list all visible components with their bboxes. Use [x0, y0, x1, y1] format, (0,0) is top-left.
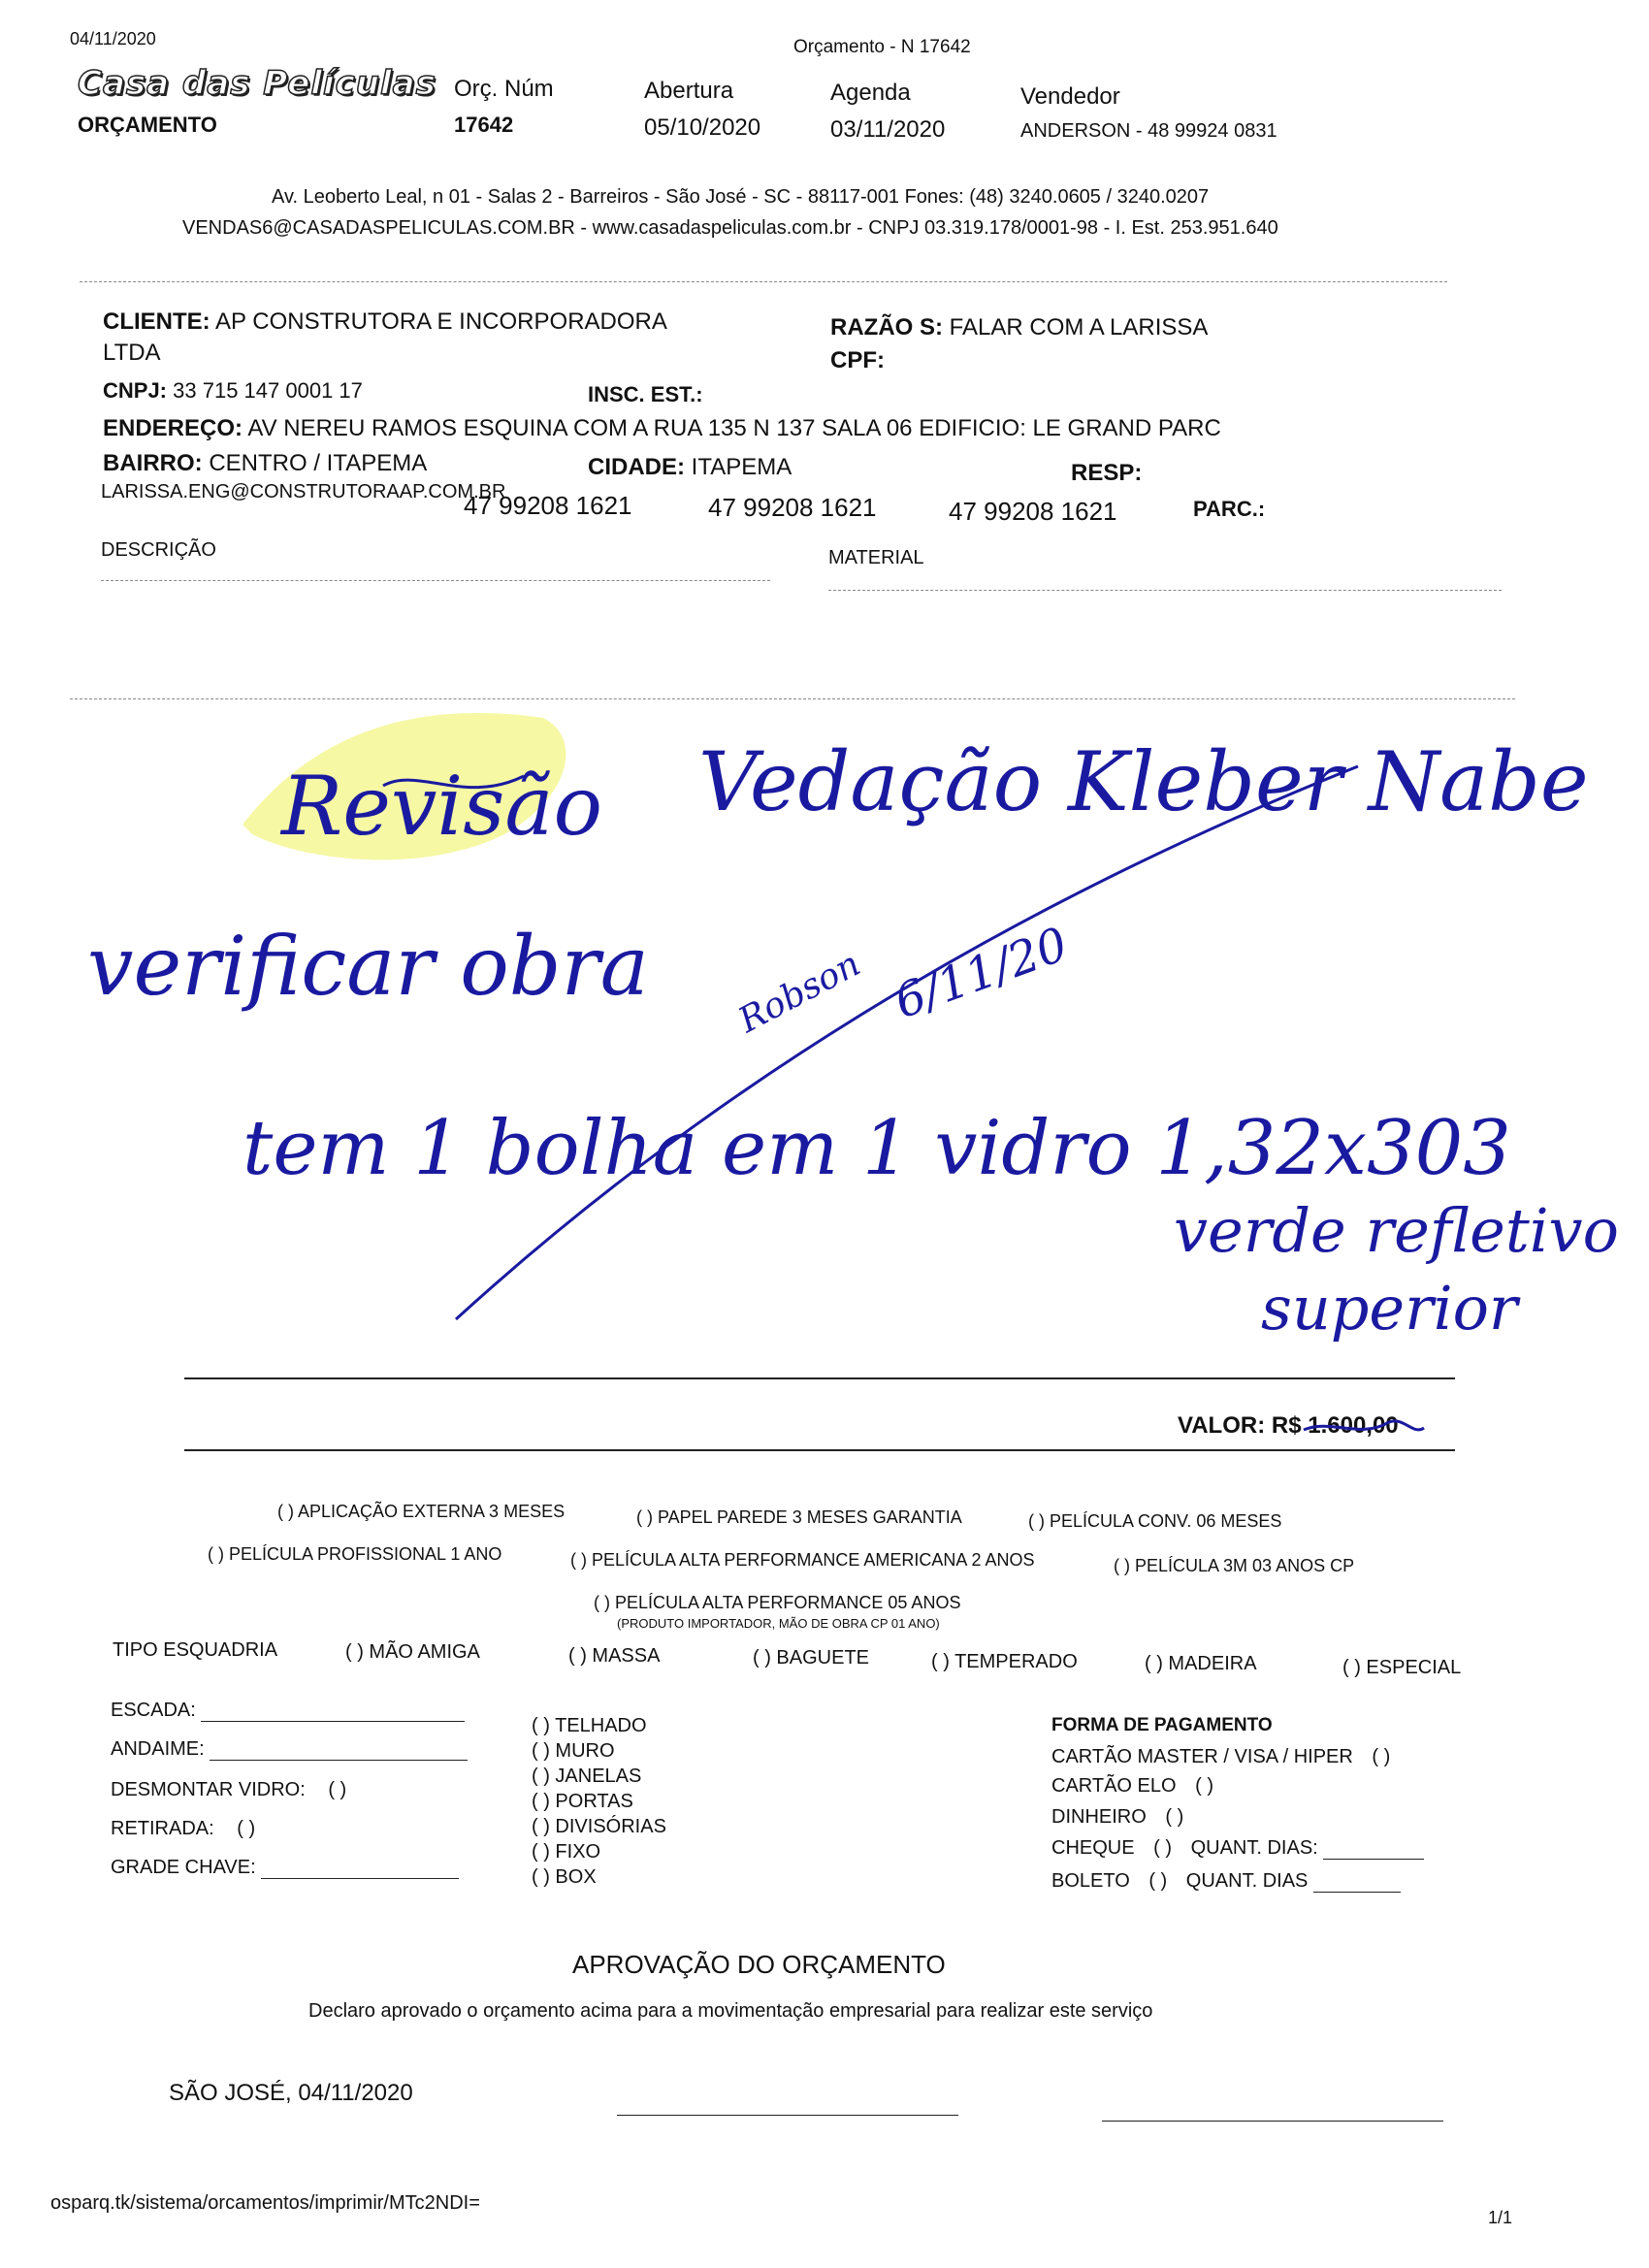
cnpj-value: 33 715 147 0001 17: [173, 378, 363, 403]
esq-especial: ( ) ESPECIAL: [1342, 1657, 1462, 1678]
pay-master-checkbox[interactable]: ( ): [1372, 1746, 1391, 1767]
cidade-value: ITAPEMA: [691, 454, 792, 480]
rule: [184, 1377, 1455, 1379]
parc-label: PARC.:: [1193, 497, 1266, 521]
razao-label: RAZÃO S:: [830, 314, 943, 340]
hand-vedacao: Vedação Kleber Nabe: [698, 734, 1589, 829]
check-divisorias[interactable]: ( ) DIVISÓRIAS: [532, 1816, 666, 1837]
client-phone-3: 47 99208 1621: [949, 497, 1117, 526]
hand-verificar: verificar obra: [87, 919, 649, 1014]
cliente-label: CLIENTE:: [103, 308, 210, 335]
esq-massa: ( ) MASSA: [568, 1645, 661, 1667]
abertura-value: 05/10/2020: [644, 114, 761, 141]
pay-cheque-quant-label: QUANT. DIAS:: [1190, 1837, 1318, 1859]
cnpj-label: CNPJ:: [103, 378, 168, 403]
esq-madeira: ( ) MADEIRA: [1145, 1653, 1257, 1674]
check-janelas[interactable]: ( ) JANELAS: [532, 1766, 642, 1787]
abertura-label: Abertura: [644, 78, 734, 104]
agenda-value: 03/11/2020: [830, 116, 946, 143]
orc-num-value: 17642: [454, 113, 514, 137]
check-fixo[interactable]: ( ) FIXO: [532, 1841, 601, 1863]
descricao-header: DESCRIÇÃO: [101, 539, 216, 561]
opt-papel: ( ) PAPEL PAREDE 3 MESES GARANTIA: [636, 1507, 962, 1527]
pay-cheque-quant-field[interactable]: [1323, 1841, 1424, 1860]
agenda-label: Agenda: [830, 80, 911, 106]
mid-checklist: [532, 1713, 666, 1890]
cidade-label: CIDADE:: [588, 454, 685, 480]
escada-field[interactable]: [201, 1703, 465, 1722]
pay-dinheiro-row: [1051, 1806, 1183, 1829]
check-muro[interactable]: ( ) MURO: [532, 1740, 615, 1762]
insc-label: INSC. EST.:: [588, 382, 703, 406]
andaime-field[interactable]: [210, 1742, 468, 1761]
hand-revisao: Revisão: [281, 759, 603, 854]
hand-bolha: tem 1 bolha em 1 vidro 1,32x303: [242, 1105, 1511, 1192]
escada-label: ESCADA:: [111, 1700, 196, 1721]
vendedor-value: ANDERSON - 48 99924 0831: [1020, 120, 1277, 142]
desmontar-label: DESMONTAR VIDRO:: [111, 1779, 306, 1800]
approval-text: Declaro aprovado o orçamento acima para a movimentação empresarial para realizar este serviço: [308, 2000, 1153, 2022]
grade-label: GRADE CHAVE:: [111, 1857, 256, 1878]
rule: [184, 1449, 1455, 1451]
hand-stamp-date: 6/11/20: [887, 917, 1075, 1030]
company-address: Av. Leoberto Leal, n 01 - Salas 2 - Barreiros - São José - SC - 88117-001 Fones: (48) 3240.0605 / 3240.0207: [272, 186, 1210, 208]
hand-verde: verde refletivo: [1174, 1195, 1619, 1266]
footer-url[interactable]: osparq.tk/sistema/orcamentos/imprimir/MTc2NDI=: [50, 2192, 480, 2214]
check-box[interactable]: ( ) BOX: [532, 1866, 597, 1888]
endereco-value: AV NEREU RAMOS ESQUINA COM A RUA 135 N 137 SALA 06 EDIFICIO: LE GRAND PARC: [247, 415, 1221, 441]
resp-label: RESP:: [1071, 460, 1143, 486]
hand-stamp-name: Robson: [731, 944, 867, 1041]
pay-dinheiro-label: DINHEIRO: [1051, 1806, 1147, 1828]
grade-row: [111, 1857, 459, 1879]
client-phone-2: 47 99208 1621: [708, 493, 877, 522]
desmontar-row: [111, 1779, 346, 1801]
desmontar-checkbox[interactable]: ( ): [328, 1779, 347, 1800]
signature-line-company[interactable]: [1102, 2121, 1443, 2122]
cliente-value-cont: LTDA: [103, 340, 161, 366]
print-date: 04/11/2020: [70, 29, 156, 49]
retirada-label: RETIRADA:: [111, 1818, 214, 1839]
opt-alta-05-note: (PRODUTO IMPORTADOR, MÃO DE OBRA CP 01 ANO): [617, 1616, 940, 1631]
orc-num-label: Orç. Núm: [454, 76, 554, 102]
andaime-label: ANDAIME:: [111, 1738, 205, 1760]
retirada-checkbox[interactable]: ( ): [237, 1818, 256, 1839]
check-telhado[interactable]: ( ) TELHADO: [532, 1715, 647, 1736]
esq-mao-amiga: ( ) MÃO AMIGA: [345, 1641, 480, 1663]
retirada-row: [111, 1818, 255, 1840]
opt-profissional: ( ) PELÍCULA PROFISSIONAL 1 ANO: [208, 1544, 502, 1564]
pay-elo-label: CARTÃO ELO: [1051, 1775, 1177, 1797]
valor-label: VALOR: R$: [1178, 1412, 1302, 1439]
vendedor-label: Vendedor: [1020, 83, 1120, 110]
pay-boleto-label: BOLETO: [1051, 1870, 1130, 1892]
approval-title: APROVAÇÃO DO ORÇAMENTO: [572, 1950, 946, 1979]
pay-boleto-checkbox[interactable]: ( ): [1148, 1870, 1168, 1892]
esq-baguete: ( ) BAGUETE: [753, 1647, 870, 1669]
pay-elo-row: [1051, 1775, 1213, 1798]
endereco-label: ENDEREÇO:: [103, 415, 243, 441]
bairro-label: BAIRRO:: [103, 450, 203, 476]
opt-aplicacao: ( ) APLICAÇÃO EXTERNA 3 MESES: [277, 1502, 566, 1521]
doc-reference: Orçamento - N 17642: [793, 37, 971, 57]
valor-value: 1.600,00: [1308, 1412, 1399, 1439]
page-number: 1/1: [1488, 2208, 1513, 2227]
hand-superior: superior: [1261, 1273, 1518, 1344]
opt-americana: ( ) PELÍCULA ALTA PERFORMANCE AMERICANA 2 ANOS: [570, 1550, 1035, 1570]
pay-master-label: CARTÃO MASTER / VISA / HIPER: [1051, 1746, 1353, 1767]
valor-scribble: [1302, 1414, 1428, 1443]
cpf-label: CPF:: [830, 347, 885, 373]
pay-boleto-row: [1051, 1870, 1401, 1893]
escada-row: [111, 1700, 465, 1722]
signature-line-client[interactable]: [617, 2115, 958, 2116]
client-phone-1: 47 99208 1621: [464, 491, 632, 520]
approval-place-date: SÃO JOSÉ, 04/11/2020: [169, 2080, 413, 2106]
razao-value: FALAR COM A LARISSA: [949, 314, 1209, 340]
client-email: LARISSA.ENG@CONSTRUTORAAP.COM.BR: [101, 481, 506, 502]
pay-boleto-quant-label: QUANT. DIAS: [1185, 1870, 1309, 1892]
esq-temperado: ( ) TEMPERADO: [931, 1651, 1078, 1672]
doc-type-title: ORÇAMENTO: [78, 113, 217, 137]
pay-dinheiro-checkbox[interactable]: ( ): [1165, 1806, 1184, 1828]
pay-master-row: [1051, 1746, 1390, 1768]
pay-elo-checkbox[interactable]: ( ): [1195, 1775, 1214, 1797]
valor-value-wrap: [1308, 1412, 1398, 1439]
company-contacts: VENDAS6@CASADASPELICULAS.COM.BR - www.casadaspeliculas.com.br - CNPJ 03.319.178/0001-98 - I. Est. 253.951.640: [182, 217, 1278, 239]
cliente-value: AP CONSTRUTORA E INCORPORADORA: [215, 308, 667, 335]
opt-alta-05: ( ) PELÍCULA ALTA PERFORMANCE 05 ANOS: [594, 1593, 961, 1612]
andaime-row: [111, 1738, 468, 1761]
grade-field[interactable]: [261, 1861, 459, 1879]
material-header: MATERIAL: [828, 547, 924, 568]
pay-boleto-quant-field[interactable]: [1313, 1874, 1401, 1893]
check-portas[interactable]: ( ) PORTAS: [532, 1791, 633, 1812]
payment-title: FORMA DE PAGAMENTO: [1051, 1715, 1273, 1735]
opt-conv: ( ) PELÍCULA CONV. 06 MESES: [1028, 1511, 1282, 1531]
opt-3m: ( ) PELÍCULA 3M 03 ANOS CP: [1114, 1556, 1355, 1575]
esquadria-label: TIPO ESQUADRIA: [113, 1639, 278, 1661]
pay-cheque-checkbox[interactable]: ( ): [1153, 1837, 1173, 1859]
pay-cheque-row: [1051, 1837, 1424, 1860]
valor-row: [1178, 1412, 1399, 1440]
brand-logo: Casa das Películas: [78, 64, 436, 103]
pay-cheque-label: CHEQUE: [1051, 1837, 1135, 1859]
bairro-value: CENTRO / ITAPEMA: [209, 450, 428, 476]
